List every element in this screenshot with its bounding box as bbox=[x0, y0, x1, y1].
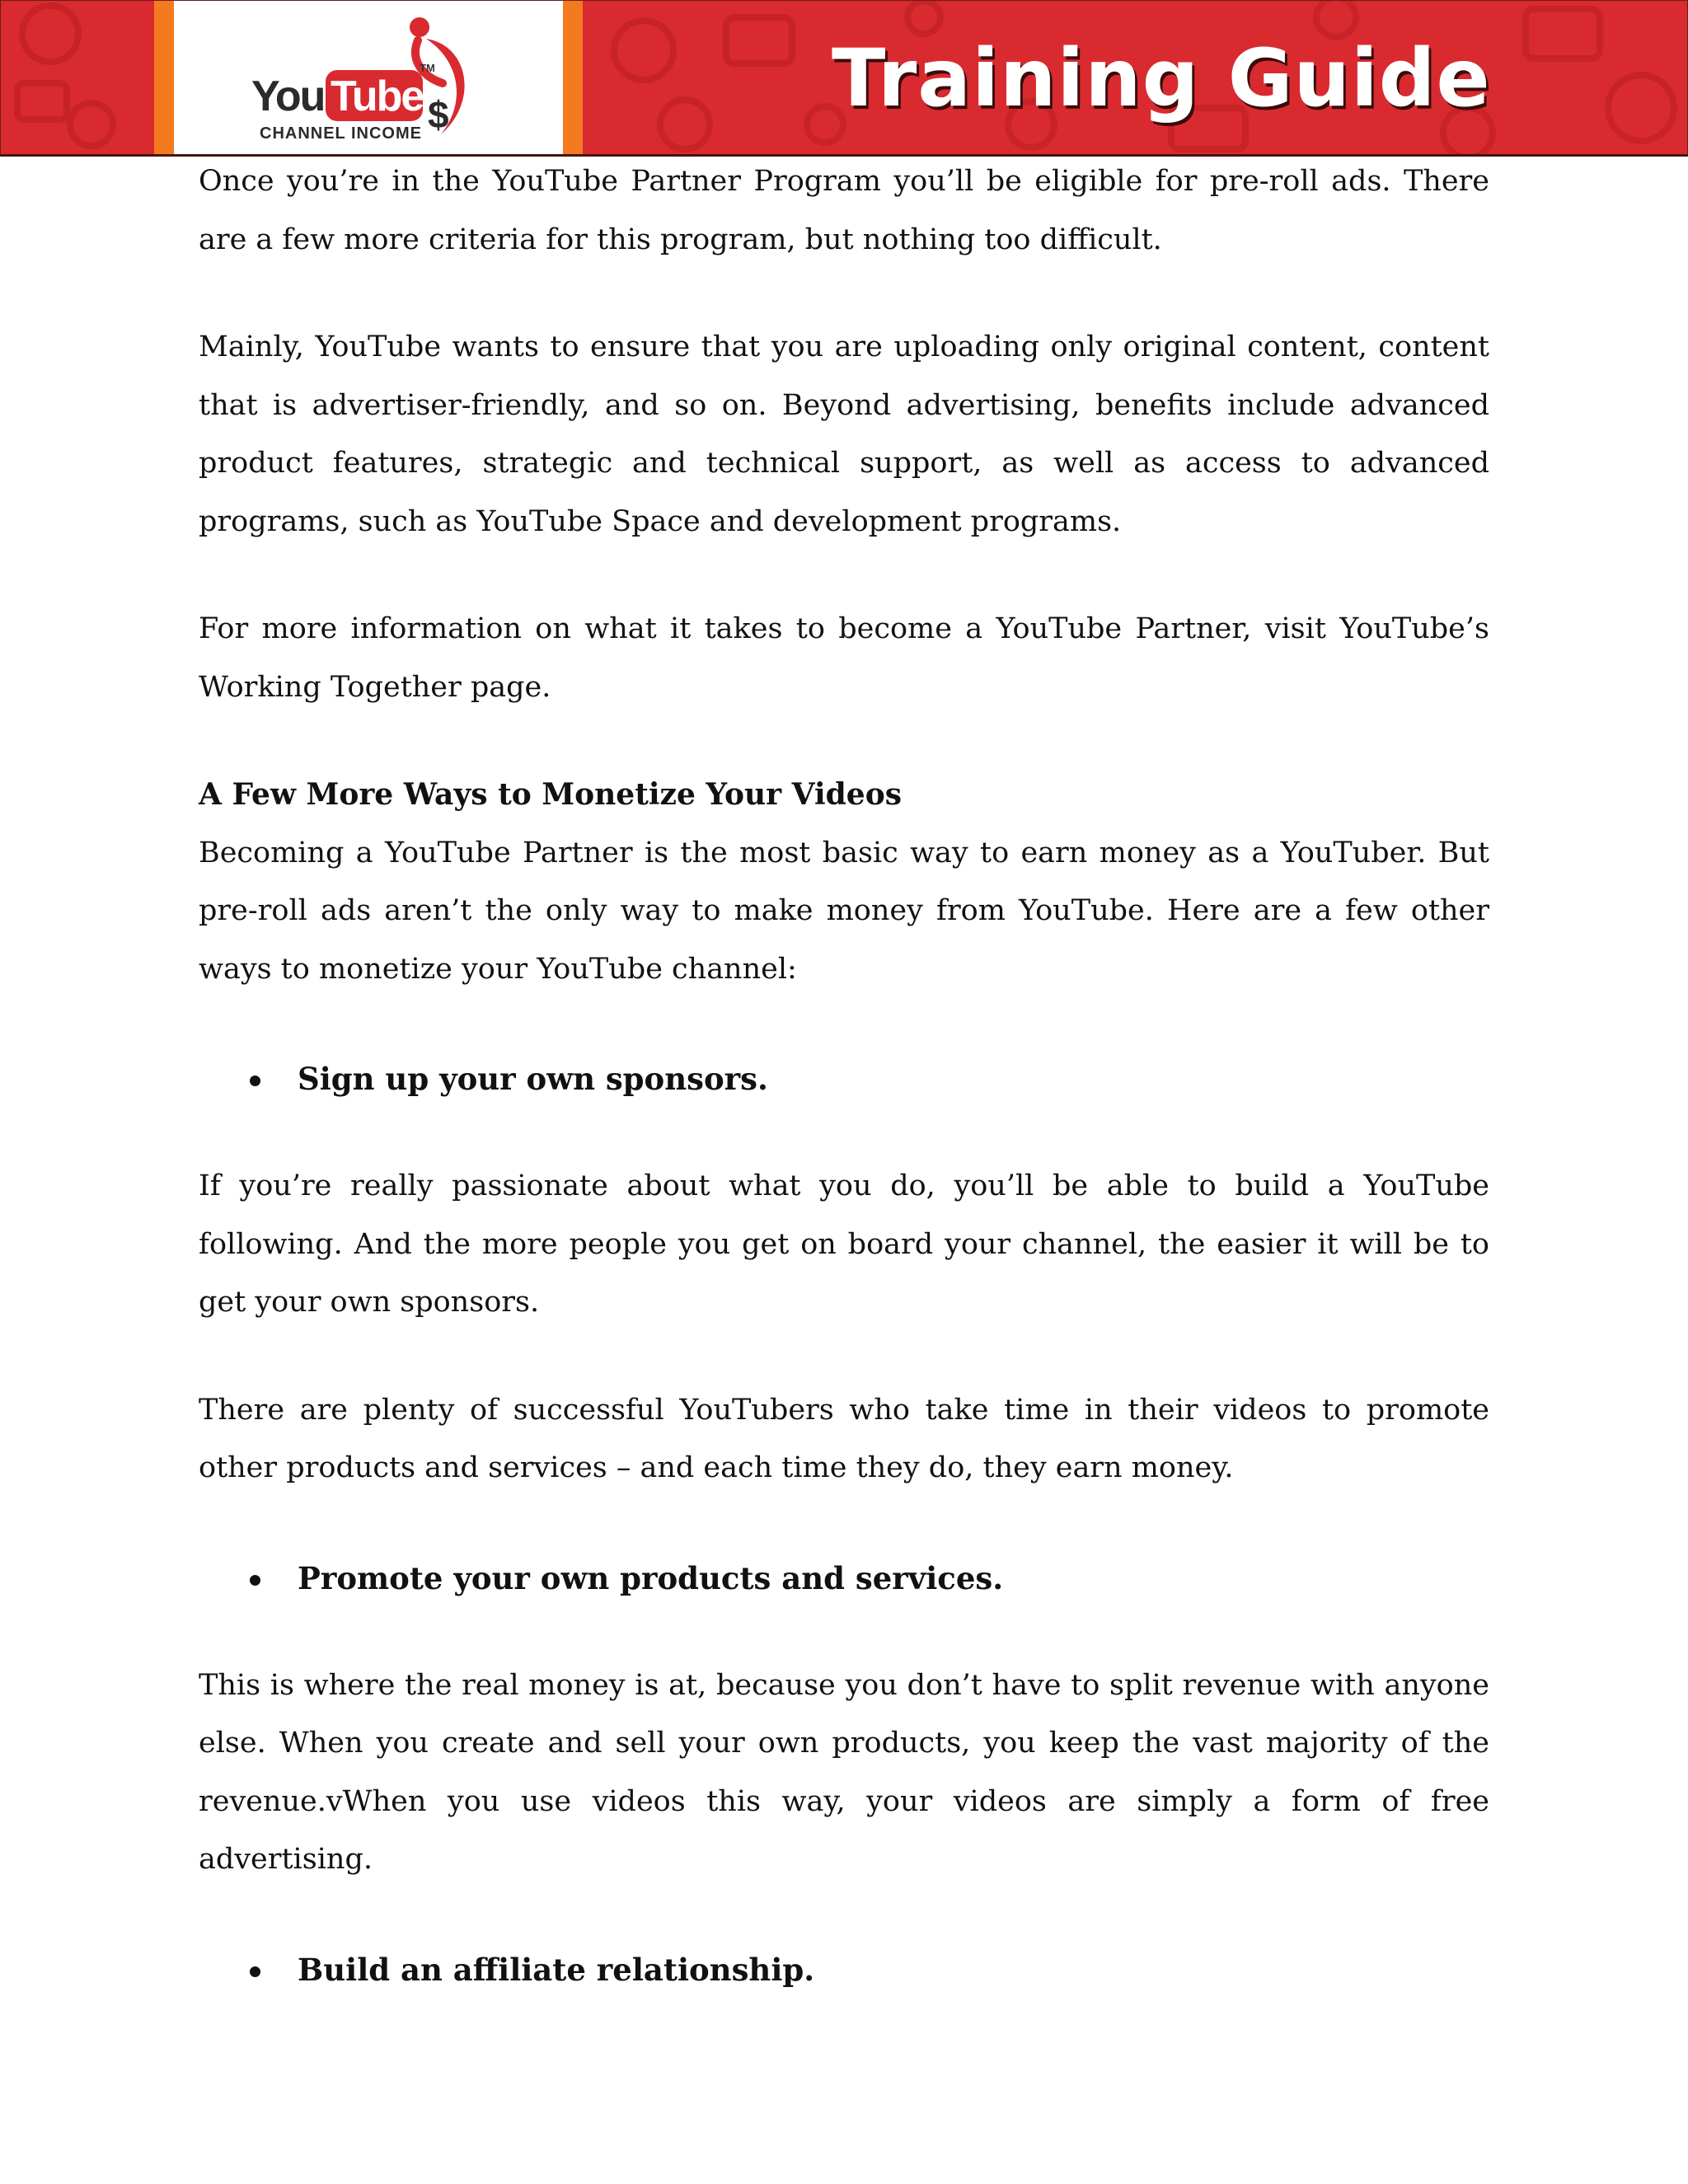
bullet-dot-icon bbox=[250, 1575, 260, 1586]
bullet-item-sponsors bbox=[199, 1050, 1489, 1108]
logo-trademark: TM bbox=[420, 62, 435, 74]
header-banner bbox=[0, 0, 1688, 157]
logo-subtitle: CHANNEL INCOME bbox=[260, 124, 422, 143]
paragraph-more-information: For more information on what it takes to become a YouTube Partner, visit YouTube’s Working Together page. bbox=[199, 612, 1489, 704]
bullet-label: Promote your own products and services. bbox=[298, 1559, 1004, 1596]
bullet-label: Sign up your own sponsors. bbox=[298, 1061, 768, 1097]
paragraph-successful-youtubers: There are plenty of successful YouTubers who take time in their videos to promote other products and services – and each time they do, they earn money. bbox=[199, 1393, 1489, 1484]
logo-word-you: You bbox=[251, 73, 325, 120]
logo-stripe-right bbox=[563, 1, 583, 154]
logo-panel bbox=[154, 1, 583, 154]
paragraph-real-money: This is where the real money is at, because you don’t have to split revenue with anyone else. When you create and sell your own products, you keep the vast majority of the revenue.vWhen you use videos this way, your videos are simply a form of free advertising. bbox=[199, 1668, 1489, 1876]
logo-word-tube: Tube bbox=[331, 73, 424, 120]
bullet-label: Build an affiliate relationship. bbox=[298, 1951, 815, 1988]
section-heading: A Few More Ways to Monetize Your Videos bbox=[199, 777, 902, 812]
page-title: Training Guide bbox=[832, 32, 1491, 124]
logo-stripe-left bbox=[154, 1, 174, 154]
bullet-item-affiliate bbox=[199, 1941, 1489, 1999]
bullet-item-own-products bbox=[199, 1549, 1489, 1607]
document-body bbox=[199, 152, 1489, 1999]
paragraph-passionate: If you’re really passionate about what you do, you’ll be able to build a YouTube following. And the more people you get on board your channel, the easier it will be to get your own sponsors. bbox=[199, 1169, 1489, 1319]
svg-text:$: $ bbox=[428, 93, 449, 136]
paragraph-becoming-partner: Becoming a YouTube Partner is the most basic way to earn money as a YouTuber. But pre-roll ads aren’t the only way to make money from YouTube. Here are a few other ways to monetize your YouTube channel: bbox=[199, 836, 1489, 986]
paragraph-original-content: Mainly, YouTube wants to ensure that you are uploading only original content, content that is advertiser-friendly, and so on. Beyond advertising, benefits include advanced product features, strategic and technical support, as well as access to advanced programs, such as YouTube Space and development programs. bbox=[199, 330, 1489, 538]
paragraph-partner-program: Once you’re in the YouTube Partner Program you’ll be eligible for pre-roll ads. There are a few more criteria for this program, but nothing too difficult. bbox=[199, 165, 1489, 256]
bullet-dot-icon bbox=[250, 1076, 260, 1086]
bullet-dot-icon bbox=[250, 1966, 260, 1977]
